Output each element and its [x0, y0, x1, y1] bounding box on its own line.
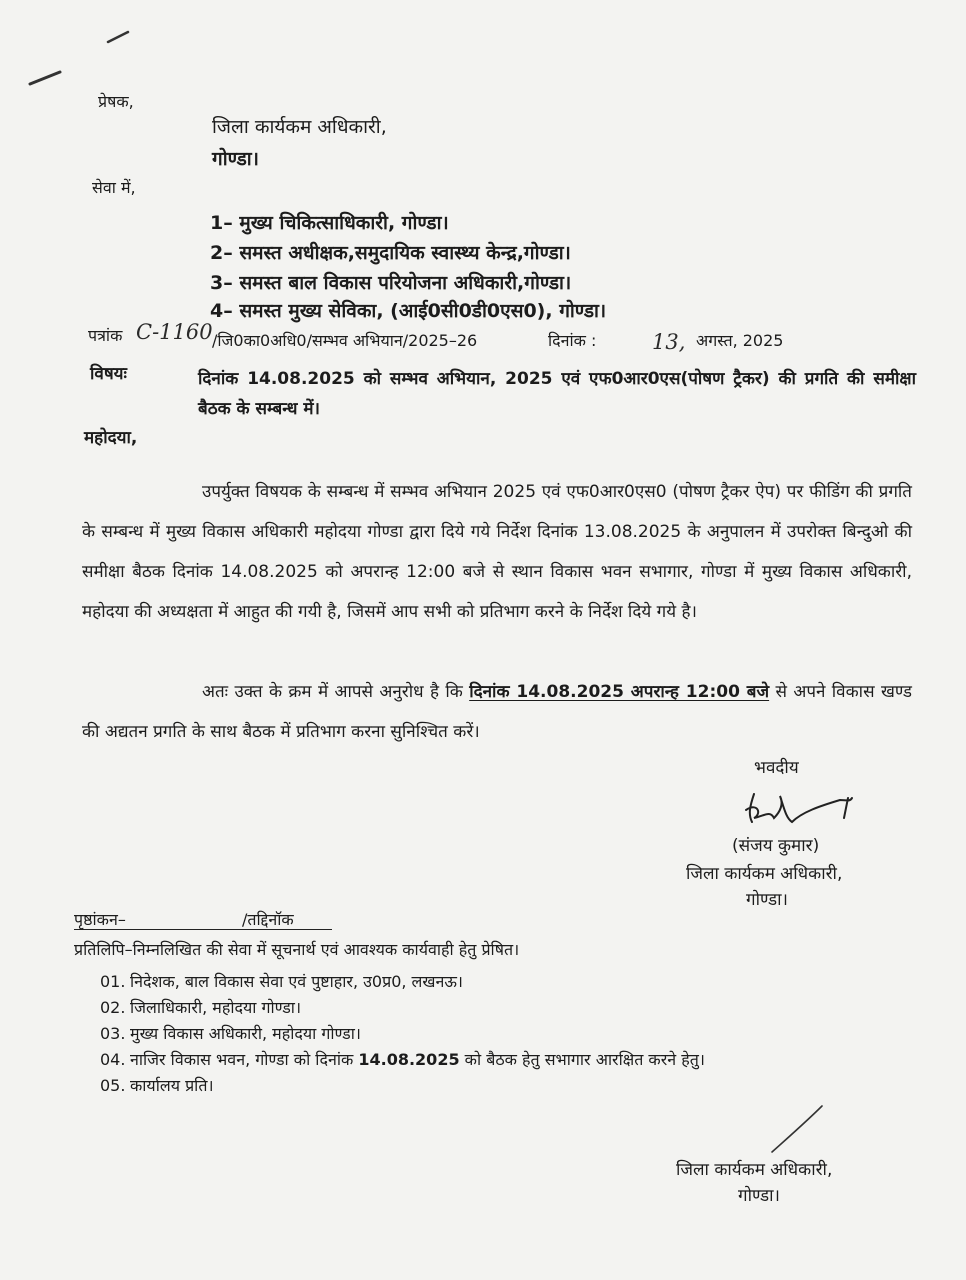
ref-number-handwritten: C-1160: [136, 320, 213, 344]
copy-item-text: मुख्य विकास अधिकारी, महोदया गोण्डा।: [130, 1024, 361, 1043]
subject-label: विषयः: [90, 364, 127, 384]
recipient-item: 1– मुख्य चिकित्साधिकारी, गोण्डा।: [210, 212, 449, 234]
subject-text: दिनांक 14.08.2025 को सम्भव अभियान, 2025 एवं एफ0आर0एस(पोषण ट्रैकर) की प्रगति की समीक्षा बैठक के सम्बन्ध में।: [198, 369, 916, 419]
copy-item-text: [130, 1050, 705, 1069]
endorsement-date: /तद्दिनॉक: [242, 910, 294, 929]
body-paragraph-1: [82, 472, 912, 632]
copy-intro: प्रतिलिपि–निम्नलिखित की सेवा में सूचनार्थ एवं आवश्यक कार्यवाही हेतु प्रेषित।: [74, 940, 520, 959]
signatory-place: गोण्डा।: [746, 890, 788, 910]
recipient-item: 3– समस्त बाल विकास परियोजना अधिकारी,गोण्डा।: [210, 272, 572, 294]
recipient-item: 2– समस्त अधीक्षक,समुदायिक स्वास्थ्य केन्द्र,गोण्डा।: [210, 242, 571, 264]
copy-item-text: कार्यालय प्रति।: [130, 1076, 214, 1095]
copy-item-number: 03.: [100, 1024, 126, 1043]
copy-item-text: निदेशक, बाल विकास सेवा एवं पुष्टाहार, उ0प्र0, लखनऊ।: [130, 972, 463, 991]
footer-signature: [736, 1100, 836, 1160]
copy-item-number: 04.: [100, 1050, 126, 1069]
copy-item-number: 01.: [100, 972, 126, 991]
ref-day-handwritten: 13,: [652, 330, 686, 354]
pen-mark-decoration: [20, 20, 140, 100]
meeting-datetime-highlight: दिनांक 14.08.2025 अपरान्ह 12:00 बजे: [469, 682, 770, 702]
signatory-designation: जिला कार्यकम अधिकारी,: [686, 864, 843, 884]
endorsement-label: [74, 910, 332, 930]
body-paragraph-1-text: उपर्युक्त विषयक के सम्बन्ध में सम्भव अभियान 2025 एवं एफ0आर0एस0 (पोषण ट्रैकर ऐप) पर फीडिंग की प्रगति के सम्बन्ध में मुख्य विकास अधिकारी महोदया गोण्डा द्वारा दिये गये निर्देश दिनांक 13.08.2025 के अनुपालन में उपरोक्त बिन्दुओ की समीक्षा बैठक दिनांक 14.08.2025 को अपरान्ह 12:00 बजे से स्थान विकास भवन सभागार, गोण्डा में मुख्य विकास अधिकारी, महोदया की अध्यक्षता में आहुत की गयी है, जिसमें आप सभी को प्रतिभाग करने के निर्देश दिये गये है।: [82, 482, 912, 622]
copy-item-4-date: 14.08.2025: [358, 1050, 460, 1069]
copy-item-4-before: नाजिर विकास भवन, गोण्डा को दिनांक: [130, 1050, 354, 1069]
ref-date-label: दिनांक :: [548, 331, 597, 350]
body-paragraph-2-after: से अपने विकास खण्ड की अद्यतन प्रगति के साथ बैठक में प्रतिभाग करना सुनिश्चित करें।: [82, 682, 913, 742]
copy-item-number: 02.: [100, 998, 126, 1017]
body-paragraph-2-text: [82, 672, 912, 752]
footer-place: गोण्डा।: [738, 1186, 780, 1206]
ref-label: पत्रांक: [88, 326, 123, 345]
copy-item-text: जिलाधिकारी, महोदया गोण्डा।: [130, 998, 302, 1017]
ref-code: /जि0का0अधि0/सम्भव अभियान/2025–26: [212, 331, 478, 350]
sender-label: प्रेषक,: [98, 92, 134, 111]
body-paragraph-2: [82, 672, 912, 752]
sender-place: गोण्डा।: [212, 148, 259, 170]
footer-designation: जिला कार्यकम अधिकारी,: [676, 1160, 833, 1180]
endorsement-label-text: पृष्ठांकन–: [74, 910, 126, 929]
salutation: महोदया,: [84, 428, 138, 448]
signature: [740, 788, 860, 832]
recipient-label: सेवा में,: [92, 178, 136, 197]
valediction: भवदीय: [754, 758, 799, 778]
signatory-name: (संजय कुमार): [732, 836, 820, 856]
recipient-item: 4– समस्त मुख्य सेविका, (आई0सी0डी0एस0), गोण्डा।: [210, 300, 607, 322]
body-paragraph-2-before: अतः उक्त के क्रम में आपसे अनुरोध है कि: [202, 682, 463, 702]
ref-month-year: अगस्त, 2025: [696, 331, 784, 350]
sender-designation: जिला कार्यकम अधिकारी,: [212, 116, 387, 138]
copy-item-number: 05.: [100, 1076, 126, 1095]
copy-item-4-after: को बैठक हेतु सभागार आरक्षित करने हेतु।: [464, 1050, 705, 1069]
